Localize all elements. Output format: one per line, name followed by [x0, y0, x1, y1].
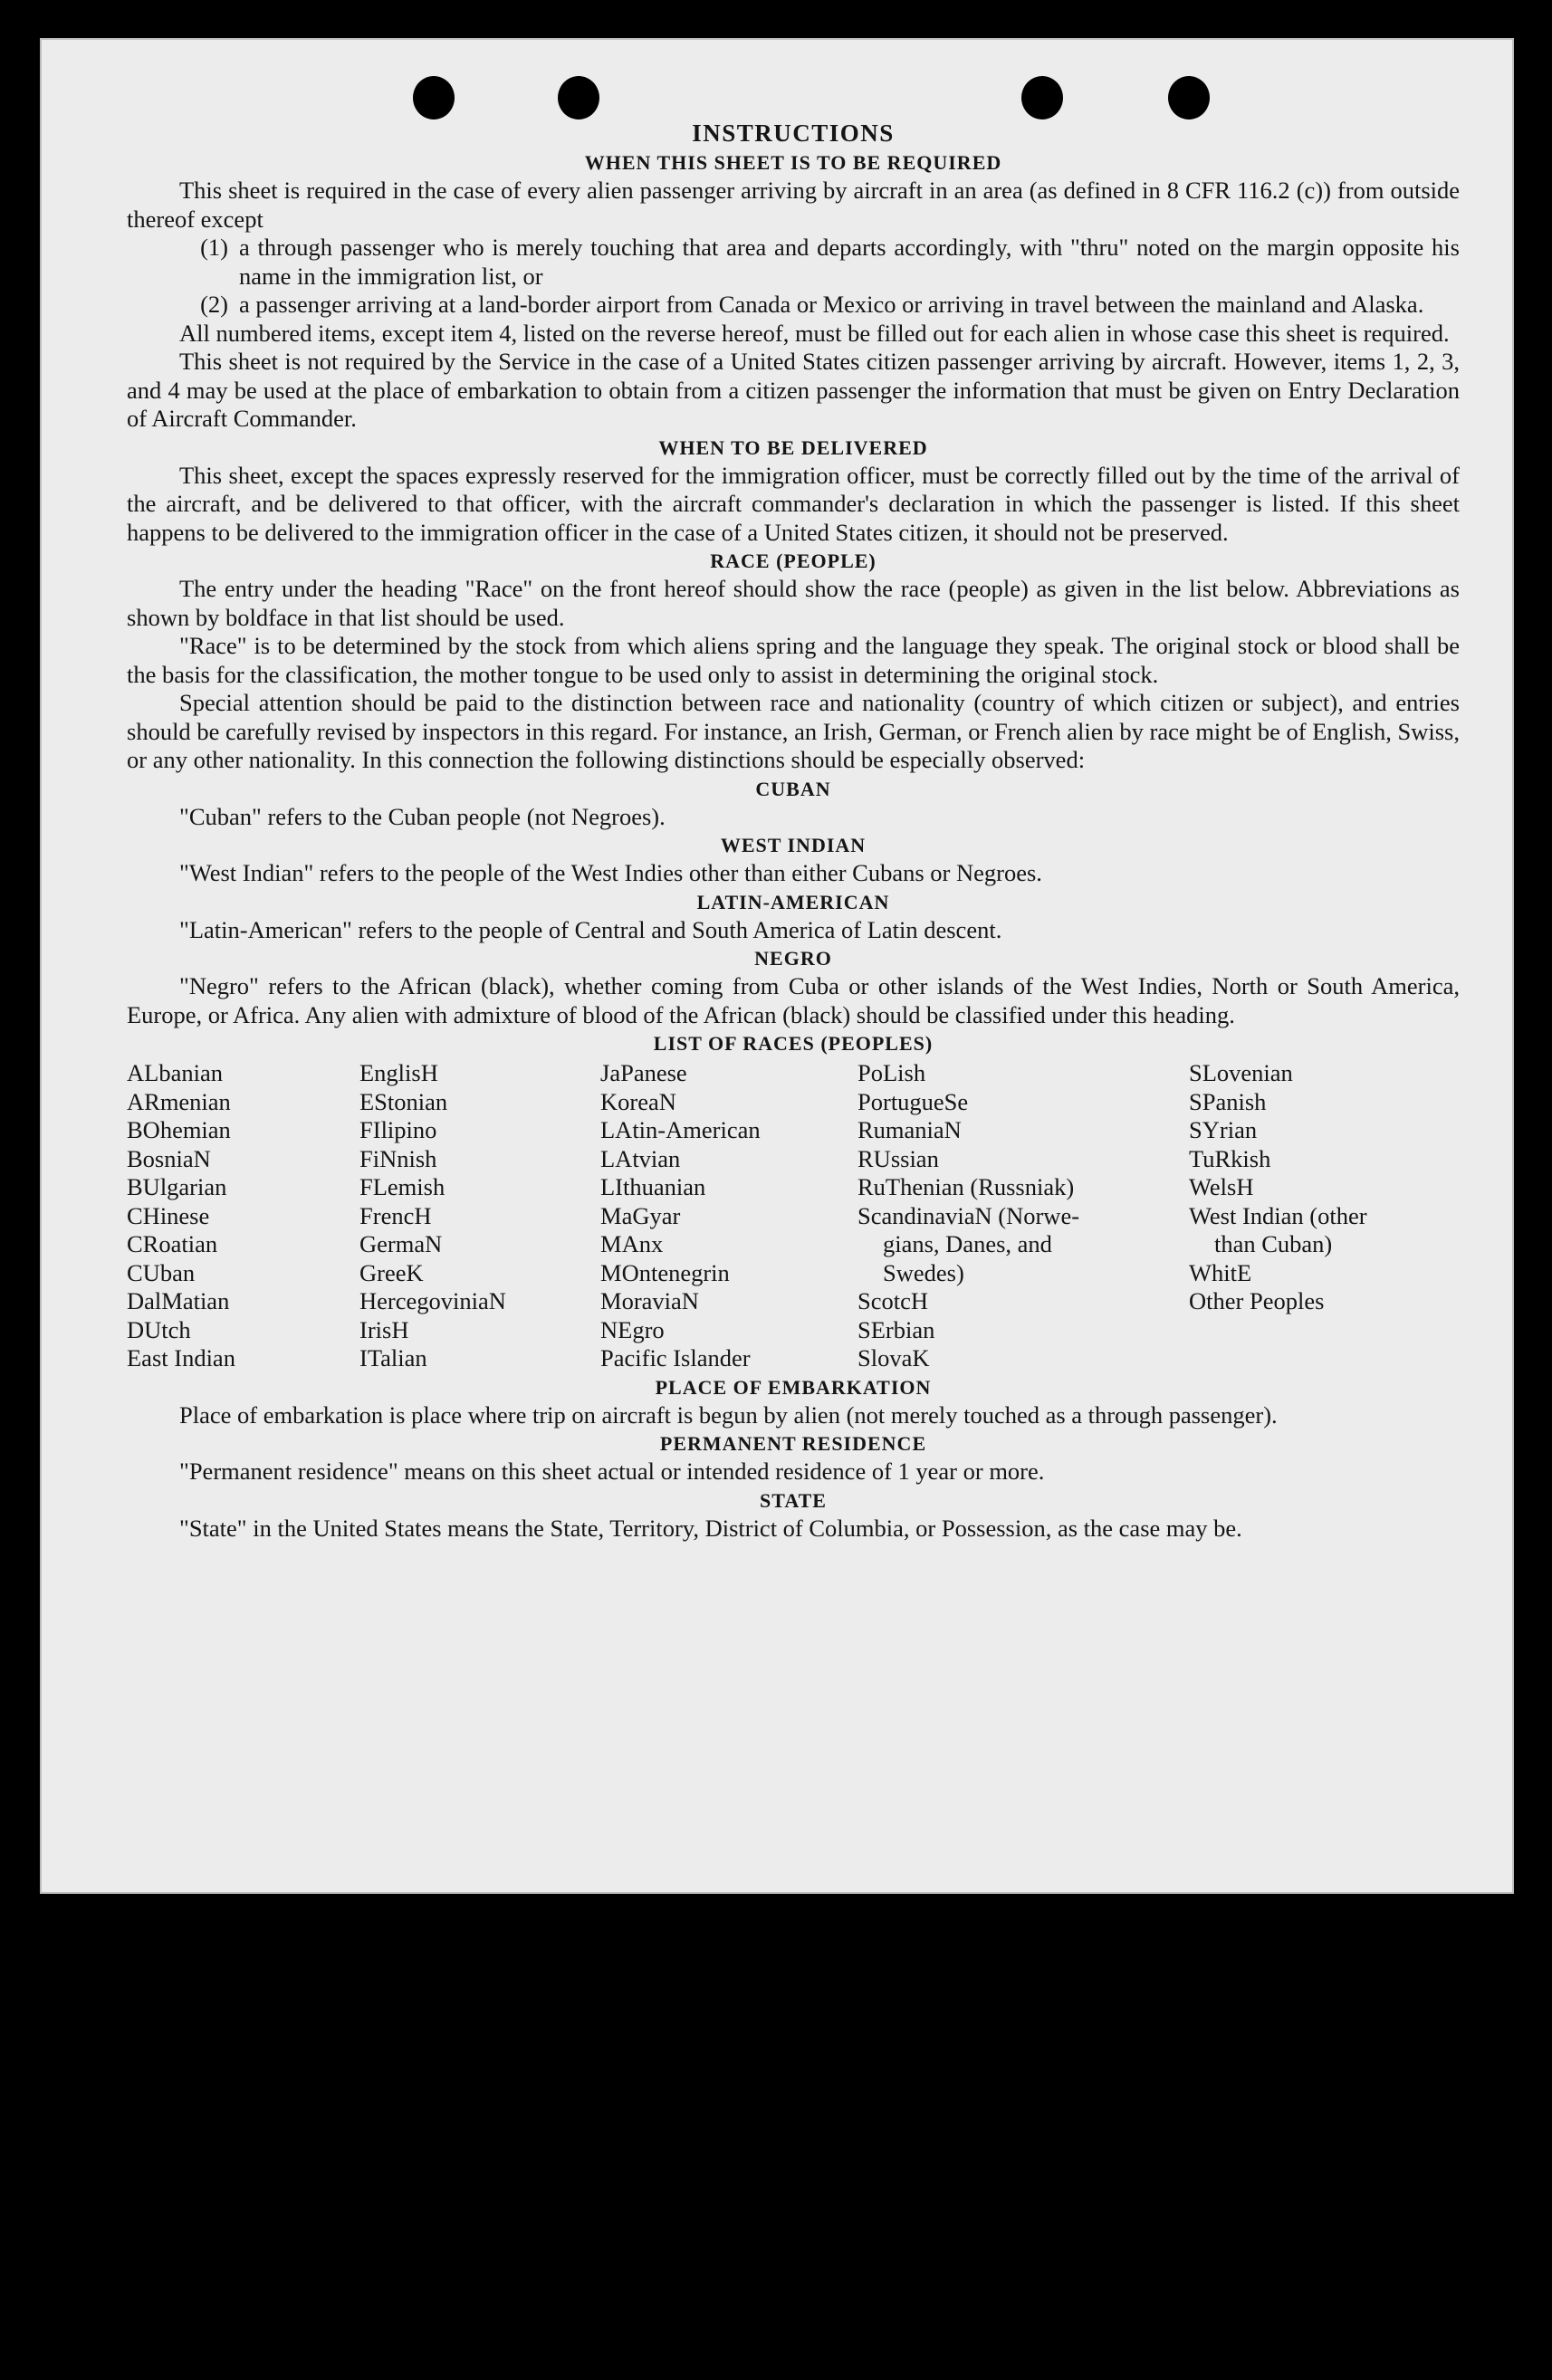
race-entry: RUssian [857, 1144, 939, 1172]
section-heading: CUBAN [755, 777, 831, 800]
race-list [127, 1059, 1460, 1373]
paragraph: The entry under the heading "Race" on the front hereof should show the race (people) as given in the list below. Abbreviations as shown by boldface in that list should be used. [127, 575, 1460, 631]
paragraph: "Negro" refers to the African (black), whether coming from Cuba or other islands of the West Indies, North or South America, Europe, or Africa. Any alien with admixture of blood of the African (black) should be classified under this heading. [127, 972, 1460, 1028]
race-entry: FIlipino [359, 1116, 437, 1143]
race-entry: PortugueSe [857, 1087, 969, 1115]
race-entry: KoreaN [600, 1087, 676, 1115]
race-entry: GreeK [359, 1258, 424, 1286]
paragraph: "Race" is to be determined by the stock from which aliens spring and the language they speak. The original stock or blood shall be the basis for the classification, the mother tongue to be used only to assist in determining the original stock. [127, 632, 1460, 688]
race-entry: WelsH [1189, 1173, 1254, 1200]
paragraph: This sheet is not required by the Service in the case of a United States citizen passenger arriving by aircraft. However, items 1, 2, 3, and 4 may be used at the place of embarkation to obtain from a citizen passenger the information that must be given on Entry Declaration of Aircraft Commander. [127, 348, 1460, 432]
list-item [127, 291, 1460, 320]
section-heading: WEST INDIAN [720, 834, 867, 856]
race-entry: Pacific Islander [600, 1344, 751, 1372]
race-entry: MoraviaN [600, 1287, 699, 1314]
race-entry: FLemish [359, 1173, 445, 1200]
race-entry: CUban [127, 1258, 196, 1286]
race-entry: MAnx [600, 1230, 664, 1257]
race-entry: GermaN [359, 1230, 443, 1257]
race-entry: EnglisH [359, 1059, 438, 1086]
list-item [127, 234, 1460, 291]
item-text: a through passenger who is merely touching that area and departs accordingly, with "thru" noted on the margin opposite his name in the immigration list, or [239, 234, 1460, 290]
race-entry: IrisH [359, 1315, 409, 1343]
race-entry: EStonian [359, 1087, 448, 1115]
section-heading: STATE [760, 1488, 827, 1512]
paragraph: "Permanent residence" means on this sheet actual or intended residence of 1 year or more. [179, 1458, 1045, 1485]
race-entry: HercegoviniaN [359, 1287, 506, 1314]
race-entry: RuThenian (Russniak) [857, 1173, 1075, 1200]
race-entry: PoLish [857, 1059, 926, 1086]
race-entry: LAtin-American [600, 1116, 761, 1143]
section-heading: PERMANENT RESIDENCE [659, 1432, 927, 1455]
race-entry: LIthuanian [600, 1173, 706, 1200]
punch-hole [1168, 76, 1210, 119]
race-column [600, 1059, 857, 1373]
document-body [127, 118, 1460, 1543]
race-entry: DUtch [127, 1315, 191, 1343]
race-entry: WhitE [1189, 1258, 1252, 1286]
paragraph: Special attention should be paid to the distinction between race and nationality (country of which citizen or subject), and entries should be carefully revised by inspectors in this regard. For instance, an Irish, German, or French alien by race might be of English, Swiss, or any other nationality. In this connection the following distinctions should be especially observed: [127, 689, 1460, 773]
paragraph: This sheet, except the spaces expressly reserved for the immigration officer, must be correctly filled out by the time of the arrival of the aircraft, and be delivered to that officer, with the aircraft commander's declaration in which the passenger is listed. If this sheet happens to be delivered to the immigration officer in the case of a United States citizen, it should not be preserved. [127, 461, 1460, 546]
punch-hole [1021, 76, 1063, 119]
section-heading: RACE (PEOPLE) [710, 550, 877, 572]
race-entry: LAtvian [600, 1144, 681, 1172]
race-entry: DalMatian [127, 1287, 230, 1314]
race-entry: ScandinaviaN (Norwe- [857, 1201, 1080, 1229]
page-title: INSTRUCTIONS [692, 119, 895, 147]
section-heading: LIST OF RACES (PEOPLES) [653, 1032, 934, 1055]
punch-hole [413, 76, 455, 119]
race-column [1189, 1059, 1460, 1373]
section-heading: LATIN-AMERICAN [696, 890, 890, 913]
paragraph: All numbered items, except item 4, listed on the reverse hereof, must be filled out for each alien in whose case this sheet is required. [179, 319, 1450, 347]
race-entry: FiNnish [359, 1144, 437, 1172]
race-entry: SYrian [1189, 1116, 1258, 1143]
race-entry: ALbanian [127, 1059, 223, 1086]
item-number: (2) [200, 291, 228, 318]
race-entry: RumaniaN [857, 1116, 962, 1143]
section-heading: NEGRO [754, 947, 832, 970]
race-entry: SErbian [857, 1315, 935, 1343]
race-entry: FrencH [359, 1201, 432, 1229]
paragraph: This sheet is required in the case of every alien passenger arriving by aircraft in an area (as defined in 8 CFR 116.2 (c)) from outside thereof except [127, 177, 1460, 233]
race-entry: MaGyar [600, 1201, 681, 1229]
race-entry: BOhemian [127, 1116, 231, 1143]
section-heading: PLACE OF EMBARKATION [655, 1375, 932, 1399]
paragraph: "Cuban" refers to the Cuban people (not Negroes). [179, 802, 666, 830]
instruction-sheet [40, 38, 1514, 1894]
paragraph: "Latin-American" refers to the people of Central and South America of Latin descent. [179, 915, 1002, 943]
item-text: a passenger arriving at a land-border airport from Canada or Mexico or arriving in travel between the mainland and Alaska. [239, 291, 1424, 318]
race-entry: BosniaN [127, 1144, 211, 1172]
item-number: (1) [200, 234, 228, 261]
race-entry: ARmenian [127, 1087, 231, 1115]
race-entry: than Cuban) [1214, 1230, 1333, 1257]
race-column [127, 1059, 359, 1373]
race-column [359, 1059, 600, 1373]
race-entry: CRoatian [127, 1230, 218, 1257]
race-entry: ITalian [359, 1344, 427, 1372]
race-entry: gians, Danes, and [883, 1230, 1052, 1257]
race-entry: MOntenegrin [600, 1258, 730, 1286]
race-entry: SLovenian [1189, 1059, 1293, 1086]
race-column [857, 1059, 1189, 1373]
paragraph: "State" in the United States means the State, Territory, District of Columbia, or Possession, as the case may be. [179, 1514, 1242, 1542]
punch-hole [558, 76, 599, 119]
section-heading: WHEN THIS SHEET IS TO BE REQUIRED [584, 151, 1002, 174]
paragraph: "West Indian" refers to the people of the West Indies other than either Cubans or Negroes. [179, 859, 1042, 886]
race-entry: West Indian (other [1189, 1201, 1367, 1229]
race-entry: JaPanese [600, 1059, 687, 1086]
section-heading: WHEN TO BE DELIVERED [658, 435, 928, 459]
race-entry: TuRkish [1189, 1144, 1271, 1172]
race-entry: East Indian [127, 1344, 235, 1372]
race-entry: ScotcH [857, 1287, 929, 1314]
race-entry: BUlgarian [127, 1173, 227, 1200]
race-entry: SPanish [1189, 1087, 1267, 1115]
race-entry: Swedes) [883, 1258, 964, 1286]
race-entry: NEgro [600, 1315, 665, 1343]
race-entry: CHinese [127, 1201, 210, 1229]
paragraph: Place of embarkation is place where trip on aircraft is begun by alien (not merely touched as a through passenger). [179, 1400, 1278, 1429]
race-entry: Other Peoples [1189, 1287, 1325, 1314]
race-entry: SlovaK [857, 1344, 930, 1372]
